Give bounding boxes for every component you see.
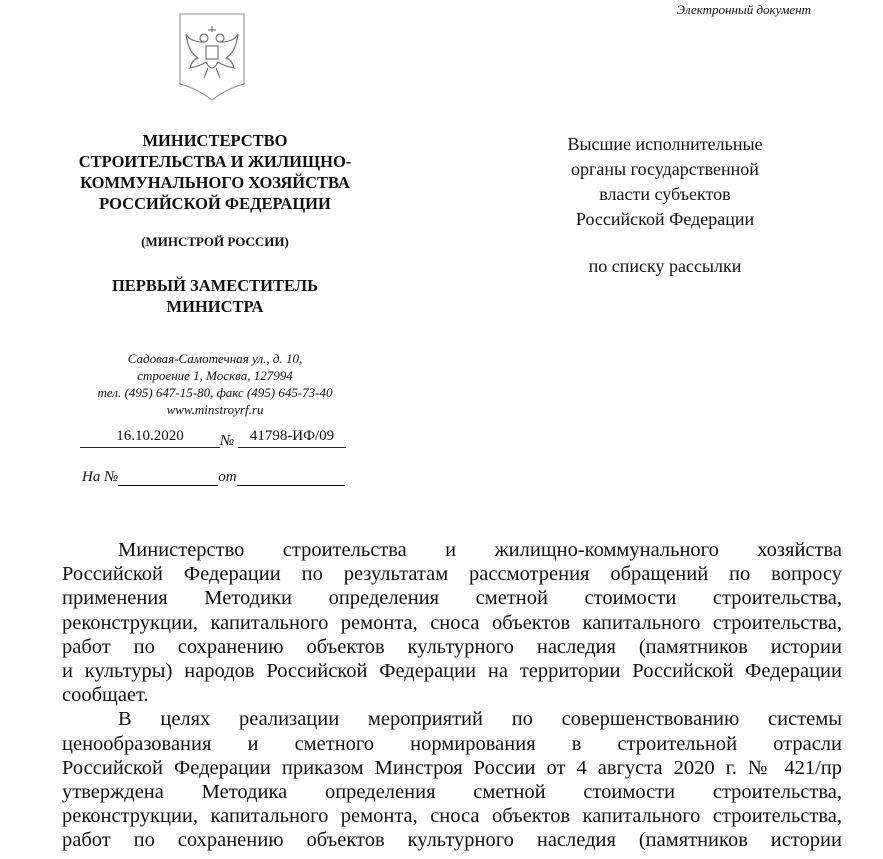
reference-from-label: от bbox=[218, 469, 237, 485]
ministry-line: РОССИЙСКОЙ ФЕДЕРАЦИИ bbox=[99, 194, 331, 213]
recipient-line: органы государственной bbox=[571, 159, 759, 179]
distribution-note: по списку рассылки bbox=[588, 256, 742, 276]
ministry-line: МИНИСТЕРСТВО bbox=[142, 131, 288, 150]
body-line: В целях реализации мероприятий по совершенствованию системы bbox=[118, 708, 842, 731]
body-line: работ по сохранению объектов культурного наследия (памятников истории bbox=[62, 829, 842, 852]
address-line: Садовая-Самотечная ул., д. 10, bbox=[127, 351, 303, 366]
position-line: МИНИСТРА bbox=[166, 297, 264, 316]
body-line: реконструкции, капитального ремонта, сноса объектов капитального строительства, bbox=[62, 805, 842, 828]
sender-position bbox=[40, 275, 390, 317]
ministry-line: СТРОИТЕЛЬСТВА И ЖИЛИЩНО- bbox=[78, 152, 352, 171]
reference-date-blank bbox=[237, 470, 345, 486]
body-line: и культуры) народов Российской Федерации на территории Российской Федерации bbox=[62, 660, 842, 683]
ministry-name bbox=[40, 130, 390, 214]
ministry-short-name: (МИНСТРОЙ РОССИИ) bbox=[141, 234, 289, 249]
reference-line bbox=[82, 469, 345, 486]
website-line: www.minstroyrf.ru bbox=[166, 402, 264, 417]
recipient-line: Высшие исполнительные bbox=[567, 134, 763, 154]
letter-body bbox=[62, 538, 842, 853]
document-date: 16.10.2020 bbox=[80, 428, 220, 448]
document-number: 41798-ИФ/09 bbox=[238, 428, 346, 448]
reference-number-label: На № bbox=[82, 469, 119, 485]
recipient bbox=[480, 132, 850, 232]
ministry-line: КОММУНАЛЬНОГО ХОЗЯЙСТВА bbox=[80, 173, 350, 192]
coat-of-arms-emblem-icon bbox=[178, 12, 246, 102]
body-line: работ по сохранению объектов культурного наследия (памятников истории bbox=[62, 635, 842, 658]
body-line: ценообразования и сметного нормирования в строительной отрасли bbox=[62, 732, 842, 755]
reference-number-blank bbox=[118, 470, 218, 486]
body-line: реконструкции, капитального ремонта, сноса объектов капитального строительства, bbox=[62, 611, 842, 634]
address-line: строение 1, Москва, 127994 bbox=[137, 368, 293, 383]
contact-line: тел. (495) 647-15-80, факс (495) 645-73-40 bbox=[97, 385, 333, 400]
recipient-line: власти субъектов bbox=[599, 184, 731, 204]
body-line: Российской Федерации приказом Минстроя России от 4 августа 2020 г. № 421/пр bbox=[62, 756, 842, 779]
body-line: Российской Федерации по результатам рассмотрения обращений по вопросу bbox=[62, 563, 842, 586]
electronic-document-label: Электронный документ bbox=[676, 2, 811, 17]
body-line: Министерство строительства и жилищно-коммунального хозяйства bbox=[118, 539, 842, 561]
number-label: № bbox=[220, 433, 235, 449]
body-line: применения Методики определения сметной стоимости строительства, bbox=[62, 587, 842, 610]
sender-address bbox=[40, 350, 390, 418]
recipient-line: Российской Федерации bbox=[575, 209, 755, 229]
body-line: утверждена Методика определения сметной стоимости строительства, bbox=[62, 781, 842, 804]
body-line: сообщает. bbox=[62, 684, 149, 707]
position-line: ПЕРВЫЙ ЗАМЕСТИТЕЛЬ bbox=[111, 276, 319, 295]
